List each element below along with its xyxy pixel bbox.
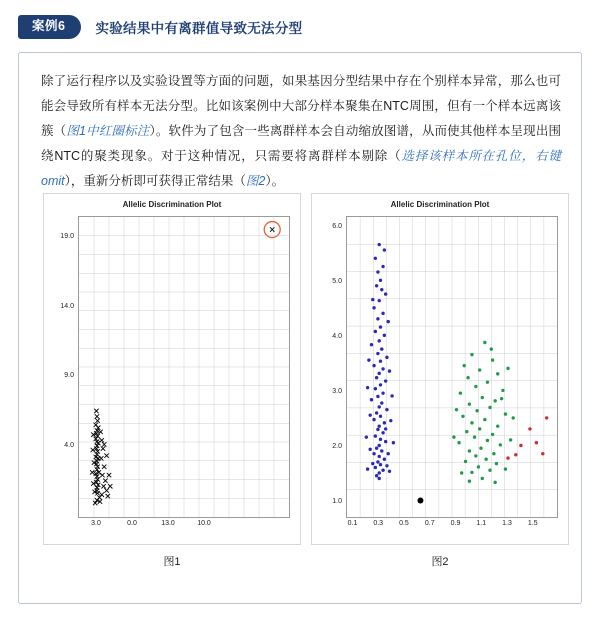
x-tick-label: 0.9	[450, 520, 461, 527]
y-tick-label: 3.0	[332, 388, 342, 396]
x-tick-label: 1.5	[527, 520, 538, 527]
plot-points[interactable]	[347, 217, 557, 517]
figures-container	[19, 193, 583, 605]
paragraph-emphasis: 图1中红圈标注	[66, 124, 150, 138]
x-tick-label: 0.0	[127, 520, 137, 527]
y-tick-label: 2.0	[332, 443, 342, 451]
paragraph-emphasis: 图2	[245, 174, 266, 188]
y-tick-label: 19.0	[60, 232, 74, 240]
paragraph-text: ）。软件为了包含一些离群样本会自动缩放图谱，从而使其他样本呈现出围绕NTC的聚类现象。对于这种情况，只需要将离群样本剔除（	[41, 124, 561, 163]
x-tick-label: 1.3	[502, 520, 512, 527]
paragraph-emphasis: 选择该样本所在孔位，右键omit	[41, 149, 561, 188]
x-tick-label: 1.1	[476, 520, 487, 527]
figure-2-caption: 图2	[431, 556, 449, 568]
paragraph-text: 除了运行程序以及实验设置等方面的问题，如果基因分型结果中存在个别样本异常，那么也可能会导致所有样本无法分型。比如该案例中大部分样本聚集在NTC周围，但有一个样本远离该簇（	[41, 74, 561, 138]
page-title: 实验结果中有离群值导致无法分型	[95, 21, 303, 36]
figure-2-plot-area	[346, 216, 558, 518]
figure-2-plot	[311, 193, 569, 545]
x-tick-label: 3.0	[91, 520, 101, 527]
figure-1-plot	[43, 193, 301, 545]
paragraph-text: ）。	[265, 174, 285, 188]
body-paragraph	[41, 69, 561, 194]
x-tick-label: 0.3	[373, 520, 384, 527]
x-tick-label: 0.1	[347, 520, 358, 527]
plot-points[interactable]	[79, 217, 289, 517]
figure-1-plot-area	[78, 216, 290, 518]
y-tick-label: 1.0	[332, 498, 342, 506]
figure-1	[43, 193, 301, 569]
y-tick-label: 6.0	[332, 223, 342, 230]
figure-1-caption: 图1	[163, 556, 181, 568]
y-tick-label: 4.0	[332, 333, 342, 341]
y-tick-label: 9.0	[64, 372, 74, 380]
x-tick-label: 13.0	[161, 520, 175, 527]
x-tick-label: 10.0	[197, 520, 211, 527]
paragraph-text: ），重新分析即可获得正常结果（	[64, 174, 246, 188]
figure-2-chart-title: Allelic Discrimination Plot	[390, 200, 490, 209]
figure-1-chart-title: Allelic Discrimination Plot	[122, 200, 222, 209]
case-badge: 案例6	[18, 15, 81, 39]
case-header	[0, 10, 600, 44]
content-card	[18, 52, 582, 604]
y-tick-label: 14.0	[60, 302, 74, 310]
x-tick-label: 0.7	[424, 520, 435, 527]
figure-2	[311, 193, 569, 569]
x-tick-label: 0.5	[399, 520, 409, 527]
y-tick-label: 5.0	[332, 278, 342, 286]
y-tick-label: 4.0	[64, 442, 74, 450]
